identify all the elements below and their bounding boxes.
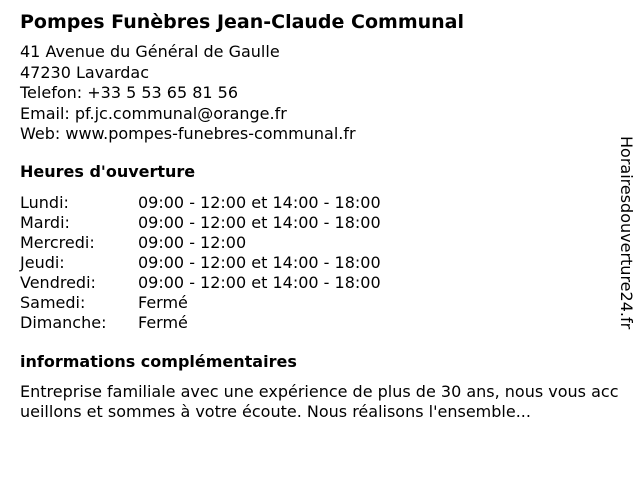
email-text: Email: pf.jc.communal@orange.fr	[20, 103, 287, 123]
hours-row-tuesday	[20, 213, 620, 233]
hours-row-saturday	[20, 293, 620, 313]
address-line-1: 41 Avenue du Général de Gaulle	[20, 42, 280, 61]
day-label: Samedi:	[20, 292, 86, 312]
hours-value: 09:00 - 12:00 et 14:00 - 18:00	[138, 212, 381, 232]
site-watermark-label: Horairesdouverture24.fr	[617, 136, 636, 330]
hours-value: 09:00 - 12:00 et 14:00 - 18:00	[138, 272, 381, 292]
hours-value: Fermé	[138, 292, 188, 312]
hours-value: 09:00 - 12:00	[138, 232, 247, 252]
day-label: Dimanche:	[20, 312, 107, 332]
day-label: Jeudi:	[20, 252, 65, 272]
hours-row-wednesday	[20, 233, 620, 253]
additional-info-text: Entreprise familiale avec une expérience de plus de 30 ans, nous vous accueillons et sommes à votre écoute. Nous réalisons l'ensemble...	[20, 381, 619, 421]
opening-hours-heading: Heures d'ouverture	[20, 161, 196, 181]
day-label: Mardi:	[20, 212, 70, 232]
hours-value: Fermé	[138, 312, 188, 332]
hours-row-sunday	[20, 313, 620, 333]
hours-value: 09:00 - 12:00 et 14:00 - 18:00	[138, 252, 381, 272]
address-line-2: 47230 Lavardac	[20, 62, 150, 82]
hours-row-thursday	[20, 253, 620, 273]
hours-row-friday	[20, 273, 620, 293]
website-text: Web: www.pompes-funebres-communal.fr	[20, 124, 356, 143]
hours-row-monday	[20, 193, 620, 213]
business-card	[20, 9, 620, 423]
day-label: Lundi:	[20, 192, 69, 212]
day-label: Mercredi:	[20, 232, 95, 252]
additional-info-heading: informations complémentaires	[20, 351, 297, 371]
business-name: Pompes Funèbres Jean-Claude Communal	[20, 11, 465, 33]
hours-value: 09:00 - 12:00 et 14:00 - 18:00	[138, 192, 381, 212]
phone-text: Telefon: +33 5 53 65 81 56	[20, 83, 239, 102]
day-label: Vendredi:	[20, 272, 96, 292]
contact-block	[20, 42, 620, 145]
opening-hours-table	[20, 193, 620, 333]
